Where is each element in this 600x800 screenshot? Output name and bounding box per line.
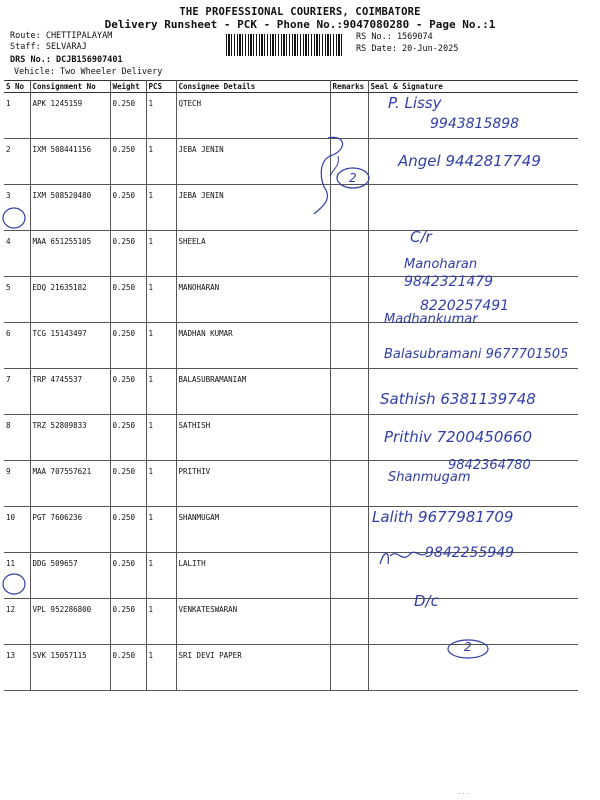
table-row (4, 185, 578, 231)
cell-consignment: TRP 4745537 (30, 369, 110, 415)
cell-weight: 0.250 (110, 369, 146, 415)
cell-weight: 0.250 (110, 277, 146, 323)
cell-pcs: 1 (146, 231, 176, 277)
cell-consignment: MAA 707557621 (30, 461, 110, 507)
cell-consignment: SVK 15057115 (30, 645, 110, 691)
footer-scribble: · · · (458, 790, 470, 798)
cell-consignment: TCG 15143497 (30, 323, 110, 369)
row-4-circle-mark (2, 206, 28, 230)
runsheet-table (4, 80, 578, 691)
cell-pcs: 1 (146, 553, 176, 599)
cell-remarks (330, 415, 368, 461)
cell-weight: 0.250 (110, 507, 146, 553)
signature-6-phone: 8220257491 (420, 298, 510, 314)
cell-remarks (330, 323, 368, 369)
signature-7: Balasubramani 9677701505 (384, 347, 569, 362)
runsheet-title: Delivery Runsheet - PCK - Phone No.:9047080280 - Page No.:1 (104, 18, 496, 31)
cell-sno: 10 (4, 507, 30, 553)
cell-remarks (330, 599, 368, 645)
cell-weight: 0.250 (110, 415, 146, 461)
cell-signature (368, 185, 578, 231)
signature-12-phone: 9842255949 (425, 545, 515, 561)
cell-consignee: PRITHIV (176, 461, 330, 507)
cell-pcs: 1 (146, 645, 176, 691)
cell-sno: 9 (4, 461, 30, 507)
cell-remarks (330, 369, 368, 415)
cell-consignee: JEBA JENIN (176, 185, 330, 231)
cell-sno: 4 (4, 231, 30, 277)
cell-consignment: MAA 651255105 (30, 231, 110, 277)
cell-consignment: IXM 508520480 (30, 185, 110, 231)
cell-sno: 1 (4, 93, 30, 139)
drs-number: DRS No.: DCJB156907401 (10, 55, 123, 65)
cell-weight: 0.250 (110, 461, 146, 507)
cell-sno: 11 (4, 553, 30, 599)
signature-1-name: P. Lissy (388, 94, 442, 112)
signature-6-name: Madhankumar (384, 312, 478, 327)
table-row (4, 231, 578, 277)
cell-remarks (330, 231, 368, 277)
rs-date: RS Date: 20-Jun-2025 (356, 44, 459, 54)
cell-weight: 0.250 (110, 645, 146, 691)
signature-13: D/c (414, 592, 439, 610)
cell-consignee: VENKATESWARAN (176, 599, 330, 645)
cell-consignment: IXM 508441156 (30, 139, 110, 185)
cell-consignee: SRI DEVI PAPER (176, 645, 330, 691)
signature-8: Sathish 6381139748 (380, 390, 536, 408)
cell-sno: 3 (4, 185, 30, 231)
remark-bracket-number: 2 (349, 171, 357, 185)
cell-pcs: 1 (146, 369, 176, 415)
cell-remarks (330, 461, 368, 507)
table-row (4, 599, 578, 645)
cell-consignee: SHEELA (176, 231, 330, 277)
cell-consignment: DDG 509657 (30, 553, 110, 599)
cell-pcs: 1 (146, 599, 176, 645)
cell-consignee: MADHAN KUMAR (176, 323, 330, 369)
col-consignee: Consignee Details (176, 81, 330, 93)
cell-sno: 6 (4, 323, 30, 369)
col-signature: Seal & Signature (368, 81, 578, 93)
cell-pcs: 1 (146, 277, 176, 323)
cell-sno: 2 (4, 139, 30, 185)
cell-pcs: 1 (146, 185, 176, 231)
signature-12-mark (376, 546, 436, 570)
cell-sno: 12 (4, 599, 30, 645)
cell-remarks (330, 277, 368, 323)
cell-consignment: VPL 952286800 (30, 599, 110, 645)
cell-consignee: SATHISH (176, 415, 330, 461)
rs-number: RS No.: 1569074 (356, 32, 433, 42)
cell-consignment: TRZ 52809833 (30, 415, 110, 461)
company-title: THE PROFESSIONAL COURIERS, COIMBATORE (179, 6, 421, 18)
cell-sno: 7 (4, 369, 30, 415)
cell-consignee: BALASUBRAMANIAM (176, 369, 330, 415)
cell-weight: 0.250 (110, 185, 146, 231)
cell-pcs: 1 (146, 93, 176, 139)
cell-remarks (330, 507, 368, 553)
col-sno: S No (4, 81, 30, 93)
barcode (226, 34, 344, 56)
cell-consignment: EDQ 21635182 (30, 277, 110, 323)
signature-2: Angel 9442817749 (398, 152, 541, 170)
cell-weight: 0.250 (110, 93, 146, 139)
signature-5-phone: 9842321479 (404, 274, 494, 290)
row-13-circle-mark (2, 572, 28, 596)
cell-consignment: APK 1245159 (30, 93, 110, 139)
col-remarks: Remarks (330, 81, 368, 93)
cell-consignment: PGT 7606236 (30, 507, 110, 553)
cell-weight: 0.250 (110, 139, 146, 185)
signature-9: Prithiv 7200450660 (384, 428, 533, 446)
signature-10-name: Shanmugam (388, 470, 471, 485)
cell-pcs: 1 (146, 139, 176, 185)
cell-consignee: LALITH (176, 553, 330, 599)
table-row (4, 645, 578, 691)
staff-label: Staff: SELVARAJ (10, 42, 87, 52)
page-circle-number: 2 (464, 640, 472, 654)
cell-remarks (330, 553, 368, 599)
signature-5-name: Manoharan (404, 257, 478, 272)
col-weight: Weight (110, 81, 146, 93)
col-consignment: Consignment No (30, 81, 110, 93)
cell-pcs: 1 (146, 507, 176, 553)
vehicle-label: Vehicle: Two Wheeler Delivery (14, 67, 163, 77)
cell-sno: 8 (4, 415, 30, 461)
col-pcs: PCS (146, 81, 176, 93)
signature-4: C/r (410, 228, 432, 246)
signature-11: Lalith 9677981709 (372, 508, 514, 526)
cell-pcs: 1 (146, 461, 176, 507)
cell-consignee: MANOHARAN (176, 277, 330, 323)
cell-consignee: QTECH (176, 93, 330, 139)
signature-1-phone: 9943815898 (430, 116, 520, 132)
cell-weight: 0.250 (110, 231, 146, 277)
signature-10-phone: 9842364780 (448, 458, 531, 473)
route-label: Route: CHETTIPALAYAM (10, 31, 113, 41)
cell-pcs: 1 (146, 415, 176, 461)
cell-sno: 13 (4, 645, 30, 691)
cell-sno: 5 (4, 277, 30, 323)
cell-weight: 0.250 (110, 599, 146, 645)
cell-remarks (330, 645, 368, 691)
cell-weight: 0.250 (110, 323, 146, 369)
cell-pcs: 1 (146, 323, 176, 369)
table-header (4, 81, 578, 93)
cell-consignee: JEBA JENIN (176, 139, 330, 185)
cell-weight: 0.250 (110, 553, 146, 599)
cell-consignee: SHANMUGAM (176, 507, 330, 553)
